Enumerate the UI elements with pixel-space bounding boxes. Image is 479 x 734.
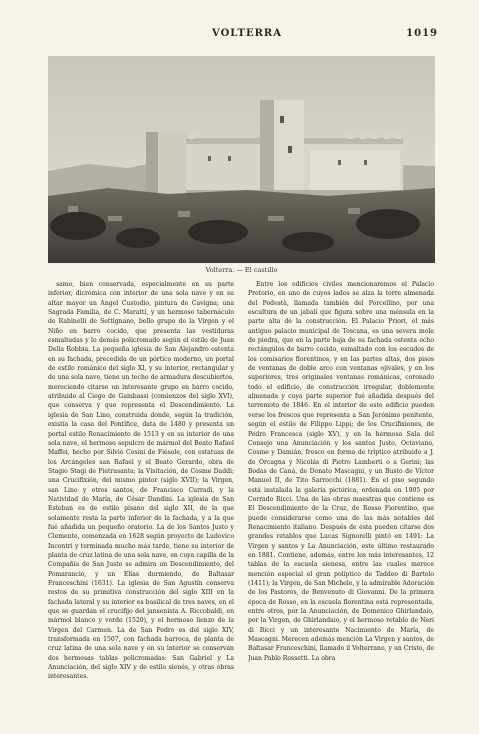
castle-illustration <box>48 56 435 263</box>
figure-caption: Volterra. — El castillo <box>205 266 278 274</box>
paragraph: samo, bien conservada, especialmente en su parte inferior, dicrómica con interior de una sola nave y en su altar mayor un Angel Custodio, pintura de Cavigna; una Sagrada Familia, de C. Maratti, y un hermoso tabernáculo de Rabinelli de Settignano, bello grupo de la Virgen y el Niño en barro cocido, que presenta las vestiduras esmaltadas y lo demás policromado según el estilo de Juan Della Robbia. La pequeña iglesia de San Alejandro ostenta en su fachada, precedida de un pórtico moderno, un portal de estilo románico del siglo XI, y su interior, rectangular y de una sola nave, tiene un techo de armadura descubiertos, mereciendo citarse un interesante grupo en barro cocido, atribuido al Ciego de Gambassi (comienzos del siglo XVI), que conserva y que representa el Descendimiento. La iglesia de San Lino, construida donde, según la tradición, existía la casa del Pontífice, data de 1480 y presenta un portal estilo Renacimiento de 1513 y en su interior de una sola nave, el hermoso sepulcro de mármol del Beato Rafael Maffei, hecho por Silvio Cosini de Fiésole, con estatuas de los Arcángeles san Rafael y el Beato Gerardo, obra de Stagio Stagi de Pietrasanta; la Visitación, de Cosme Daddi; una Crucifixión, del mismo pintor (siglo XVII); la Virgen, san Lino y otros santos, de Francisco Curradi, y la Natividad de María, de César Dandini. La iglesia de San Esteban es de estilo pisano del siglo XII, de la que solamente resta la parte inferior de la fachada, y a la que fué añadida un pequeño oratorio. La de los Santos Justo y Clemente, comenzada en 1628 según proyecto de Ludovico Incontri y terminada mucho más tarde, tiene su interior de planta de cruz latina de una sola nave, en cuya capilla de la Compañía de San Justo se admira un Descendimiento, del Pomarancio, y un Elías durmiendo, de Baltasar Franceschini (1631). La iglesia de San Agustín conserva restos de su primitiva construcción del siglo XIII en la fachada lateral y su interior es basilical de tres naves, en el que se guardan el crucifijo del jansenista A. Riccobaldi, en mármol blanco y verde (1520), y el hermoso lienzo de la Virgen del Carmen. La de San Pedro es del siglo XIV, transformada en 1507, con fachada barroca, de planta de cruz latina de una sola nave y en su interior se conservan dos hermosas tablas policromadas: San Gabriel y La Anunciación, del siglo XIV y de estilo sienés, y otras obras interesantes. <box>48 281 234 681</box>
page-number: 1019 <box>406 28 438 39</box>
running-title: VOLTERRA <box>212 28 282 39</box>
castle-photograph <box>48 56 435 263</box>
paragraph: Entre los edificios civiles mencionaremos el Palacio Pretorio, en uno de cuyos lados se alza la torre almenada del Podestà, llamada también del Porcellino, por una escultura de un jabalí que figura sobre una ménsula en la parte alta de la construcción. El Palacio Priori, el más antiguo palacio municipal de Toscana, es una severa mole de piedra, que en la parte baja de su fachada ostenta ocho rectángulos de barro cocido, esmaltado con los escudos de los comisarios florentinos, y en las partes altas, dos pisos de ventanas de doble arco con ventanas ojivales, y en los superiores, tres originales ventanas románicas, coronado todo el edificio, de construcción irregular, doblemente almenada y cuya parte superior fué añadida después del terremoto de 1846. En el interior de este edificio pueden verse los frescos que representa a San Jerónimo penitente, según el estilo de Filippo Lippi; de los Crucifixiones, de Pedro Francesca (siglo XV), y en la hermosa Sala del Consejo una Anunciación y los santos Justo, Octaviano, Cosme y Damián, fresco en forma de tríptico atribuido a J. de Orcagna y Nicolás di Pietro Lamberti o a Gerini; las Bodas de Caná, de Donato Mascagni, y un Busto de Víctor Manuel II, de Tito Sarrocchi (1881). En el piso segundo está instalada la galería pictórica, ordenada en 1905 por Corrado Ricci. Una de las obras maestras que contiene es El Descendimiento de la Cruz, de Rosso Fiorentino, que puede considerarse como una de las más notables del Renacimiento italiano. Después de ésta pueden citarse dos grandes retablos que Lucas Signorelli pintó en 1491: La Virgen y santos y La Anunciación, este último restaurado en 1881. Contiene, además, entre los más interesantes, 12 tablas de la escuela sienesa, entre las cuales merece mención especial el gran políptico de Taddeo di Bartolo (1411); la Virgen, de San Michele, y la admirable Adoración de los Pastores, de Benvenuto di Giovanni. De la primera época de Rosso, en la escuela florentina está representada, entre otros, por la Anunciación, de Domenico Ghirlandaio, por la Virgen, de Ghirlandaio, y el hermoso retablo de Neri di Bicci y un interesante Nacimiento de María, de Mascagni. Merecen además mención La Virgen y santos, de Baltasar Franceschini, llamado il Volterrano, y un Cristo, de Juan Pablo Rossetti. La obra <box>248 281 434 662</box>
text-column-right <box>248 280 434 712</box>
page-header <box>40 28 438 42</box>
text-column-left <box>48 280 234 712</box>
